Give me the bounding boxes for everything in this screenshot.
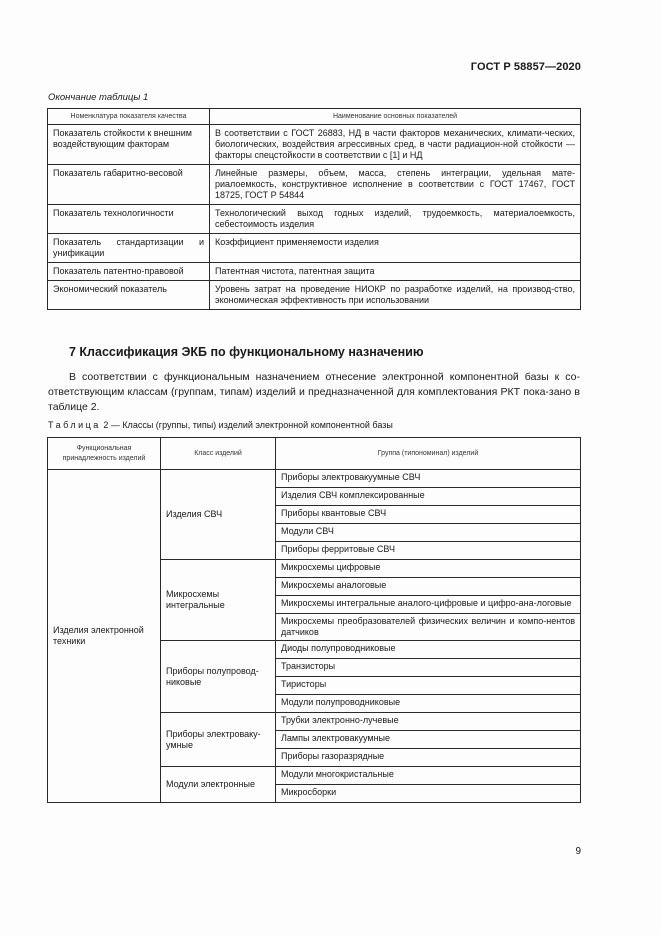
group-cell: Модули СВЧ (276, 524, 581, 542)
table2-header-function: Функциональная принадлежность изделий (48, 438, 161, 470)
group-cell: Микросхемы интегральные аналого-цифровые и цифро-ана-логовые (276, 596, 581, 614)
table-row (48, 205, 581, 234)
section-title: 7 Классификация ЭКБ по функциональному назначению (69, 345, 424, 359)
table1-header-col2: Наименование основных показателей (210, 109, 581, 125)
class-cell: Приборы электроваку-умные (161, 713, 276, 767)
table2-caption-text: 2 — Классы (группы, типы) изделий электронной компонентной базы (103, 420, 393, 430)
indicator-value: В соответствии с ГОСТ 26883, НД в части факторов механических, климати-ческих, биологических, воздействия агрессивных сред, в части радиацион-ной стойкости — факторы спецстойкости в соответствии с [1] и НД (210, 125, 581, 165)
table2-caption-prefix: Таблица (48, 420, 101, 430)
table2-header-group: Группа (типономинал) изделий (276, 438, 581, 470)
group-cell: Приборы газоразрядные (276, 749, 581, 767)
indicator-name: Экономический показатель (48, 281, 210, 310)
group-cell: Модули многокристальные (276, 767, 581, 785)
table2-header-row (48, 438, 581, 470)
group-cell: Диоды полупроводниковые (276, 641, 581, 659)
class-cell: Микросхемы интегральные (161, 560, 276, 641)
group-cell: Микросборки (276, 785, 581, 803)
table-row (48, 234, 581, 263)
group-cell: Микросхемы цифровые (276, 560, 581, 578)
table2-header-class: Класс изделий (161, 438, 276, 470)
group-cell: Трубки электронно-лучевые (276, 713, 581, 731)
group-cell: Транзисторы (276, 659, 581, 677)
group-cell: Микросхемы аналоговые (276, 578, 581, 596)
function-cell: Изделия электронной техники (48, 470, 161, 803)
page-number: 9 (575, 846, 581, 857)
table-row (48, 263, 581, 281)
group-cell: Микросхемы преобразователей физических величин и компо-нентов датчиков (276, 614, 581, 641)
indicator-value: Коэффициент применяемости изделия (210, 234, 581, 263)
indicator-name: Показатель технологичности (48, 205, 210, 234)
section-paragraph: В соответствии с функциональным назначением отнесение электронной компонентной базы к со-ответствующим классам (группам, типам) изделий и предназначенной для комплектования РКТ пока-зано в таблице 2. (48, 371, 580, 413)
group-cell: Изделия СВЧ комплексированные (276, 488, 581, 506)
indicator-value: Линейные размеры, объем, масса, степень интеграции, удельная мате-риалоемкость, конструктивное исполнение в соответствии с ГОСТ 17467, ГОСТ 18725, ГОСТ Р 54844 (210, 165, 581, 205)
table-row (48, 125, 581, 165)
table2 (47, 437, 581, 803)
table1 (47, 108, 581, 310)
group-cell: Приборы квантовые СВЧ (276, 506, 581, 524)
indicator-value: Уровень затрат на проведение НИОКР по разработке изделий, на производ-ство, экономическая эффективность при использовании (210, 281, 581, 310)
table1-header-col1: Номенклатура показателя качества (48, 109, 210, 125)
table-row (48, 281, 581, 310)
indicator-value: Патентная чистота, патентная защита (210, 263, 581, 281)
class-cell: Модули электронные (161, 767, 276, 803)
table-row (48, 165, 581, 205)
indicator-name: Показатель патентно-правовой (48, 263, 210, 281)
class-cell: Приборы полупровод-никовые (161, 641, 276, 713)
table2-caption (48, 420, 393, 430)
group-cell: Лампы электровакуумные (276, 731, 581, 749)
group-cell: Приборы ферритовые СВЧ (276, 542, 581, 560)
indicator-name: Показатель стандартизации и унификации (48, 234, 210, 263)
indicator-value: Технологический выход годных изделий, трудоемкость, материалоемкость, себестоимость изделия (210, 205, 581, 234)
group-cell: Тиристоры (276, 677, 581, 695)
table1-caption: Окончание таблицы 1 (48, 92, 149, 103)
group-cell: Приборы электровакуумные СВЧ (276, 470, 581, 488)
document-code: ГОСТ Р 58857—2020 (470, 61, 581, 73)
table-row (48, 470, 581, 488)
table1-header-row (48, 109, 581, 125)
indicator-name: Показатель габаритно-весовой (48, 165, 210, 205)
class-cell: Изделия СВЧ (161, 470, 276, 560)
group-cell: Модули полупроводниковые (276, 695, 581, 713)
indicator-name: Показатель стойкости к внешним воздействующим факторам (48, 125, 210, 165)
